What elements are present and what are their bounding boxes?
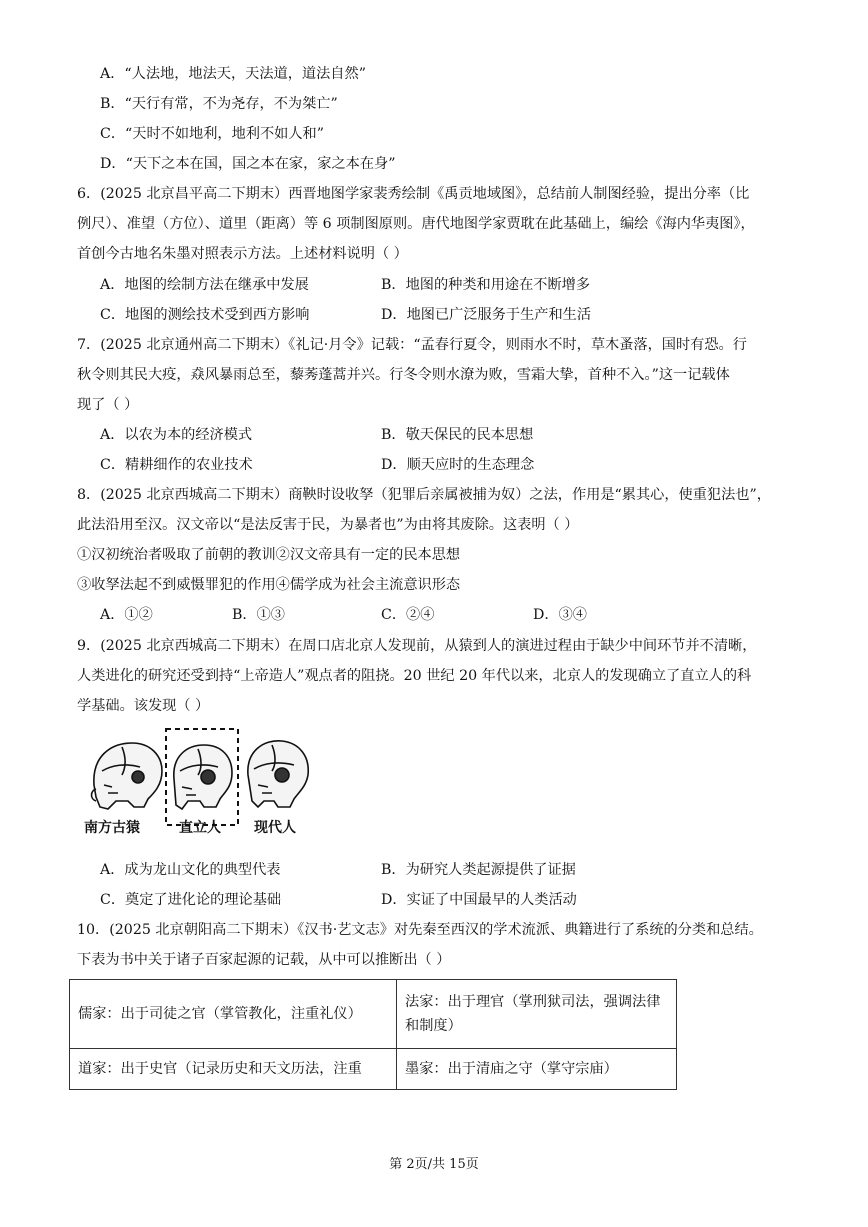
q9-option-d: D．实证了中国最早的人类活动: [381, 892, 577, 908]
table-cell-daoist: 道家：出于史官（记录历史和天文历法，注重: [70, 1049, 397, 1090]
q6-stem-line-3: 首创今古地名朱墨对照表示方法。上述材料说明（ ）: [77, 246, 408, 262]
q6-option-c: C．地图的测绘技术受到西方影响: [100, 307, 310, 323]
modern-human-skull-icon: [248, 741, 308, 807]
australopithecus-skull-icon: [92, 743, 163, 809]
q9-stem-line-2: 人类进化的研究还受到持“上帝造人”观点者的阻挠。20 世纪 20 年代以来，北京人的发现确立了直立人的科: [77, 668, 752, 684]
q7-stem-line-3: 现了（ ）: [77, 397, 139, 413]
q6-option-a: A．地图的绘制方法在继承中发展: [100, 277, 309, 293]
q7-option-c: C．精耕细作的农业技术: [100, 457, 253, 473]
q8-stem-line-2: 此法沿用至汉。汉文帝以“是法反害于民，为暴者也”为由将其废除。这表明（ ）: [77, 517, 579, 533]
q5-option-b: B．“天行有常，不为尧存，不为桀亡”: [100, 96, 338, 112]
q7-option-d: D．顺天应时的生态理念: [381, 457, 535, 473]
q5-option-d: D．“天下之本在国，国之本在家，家之本在身”: [100, 156, 396, 172]
label-homo-erectus: 直立人: [179, 820, 221, 836]
q7-stem-line-1: 7．(2025 北京通州高二下期末）《礼记·月令》记载：“孟春行夏令，则雨水不时，草木蚤落，国时有恐。行: [77, 337, 747, 353]
q7-option-a: A．以农为本的经济模式: [100, 427, 253, 443]
table-cell-confucian: 儒家：出于司徒之官（掌管教化，注重礼仪）: [70, 980, 397, 1049]
q9-option-b: B．为研究人类起源提供了证据: [381, 862, 576, 878]
schools-origin-table: [69, 979, 677, 1090]
q6-stem-line-1: 6．(2025 北京昌平高二下期末）西晋地图学家裴秀绘制《禹贡地域图》，总结前人制图经验，提出分率（比: [77, 186, 750, 202]
q7-stem-line-2: 秋令则其民大疫，猋风暴雨总至，藜莠蓬蒿并兴。行冬令则水潦为败，雪霜大挚，首种不入。”这一记载体: [77, 367, 730, 383]
q8-stem-line-1: 8．(2025 北京西城高二下期末）商鞅时设收孥（犯罪后亲属被捕为奴）之法，作用是“累其心，使重犯法也”，: [77, 487, 771, 503]
homo-erectus-skull-icon: [174, 745, 232, 809]
q6-stem-line-2: 例尺）、准望（方位）、道里（距离）等 6 项制图原则。唐代地图学家贾耽在此基础上，编绘《海内华夷图》，: [77, 216, 755, 232]
q6-option-b: B．地图的种类和用途在不断增多: [381, 277, 591, 293]
q5-option-a: A．“人法地，地法天，天法道，道法自然”: [100, 66, 366, 82]
q9-option-c: C．奠定了进化论的理论基础: [100, 892, 282, 908]
q7-option-b: B．敬天保民的民本思想: [381, 427, 534, 443]
q8-statement-line-2: ③收孥法起不到威慑罪犯的作用④儒学成为社会主流意识形态: [77, 577, 461, 593]
table-cell-mohist: 墨家：出于清庙之守（掌守宗庙）: [397, 1049, 677, 1090]
q8-statement-line-1: ①汉初统治者吸取了前朝的教训②汉文帝具有一定的民本思想: [77, 547, 461, 563]
q8-option-b: B．①③: [232, 607, 285, 623]
table-row: [70, 980, 677, 1049]
q8-option-d: D．③④: [533, 607, 587, 623]
q8-option-a: A．①②: [100, 607, 153, 623]
skull-evolution-figure: [82, 727, 314, 842]
table-cell-legalist: 法家：出于理官（掌刑狱司法，强调法律和制度）: [397, 980, 677, 1049]
label-modern-human: 现代人: [254, 820, 296, 836]
q9-option-a: A．成为龙山文化的典型代表: [100, 862, 281, 878]
label-australopithecus: 南方古猿: [84, 820, 140, 836]
table-row: [70, 1049, 677, 1090]
q6-option-d: D．地图已广泛服务于生产和生活: [381, 307, 592, 323]
q5-option-c: C．“天时不如地利，地利不如人和”: [100, 126, 324, 142]
q9-stem-line-3: 学基础。该发现（ ）: [77, 698, 210, 714]
q9-stem-line-1: 9．(2025 北京西城高二下期末）在周口店北京人发现前，从猿到人的演进过程由于缺少中间环节并不清晰，: [77, 638, 757, 654]
q10-stem-line-2: 下表为书中关于诸子百家起源的记载，从中可以推断出（ ）: [77, 952, 451, 968]
q8-option-c: C．②④: [381, 607, 435, 623]
q10-stem-line-1: 10．(2025 北京朝阳高二下期末）《汉书·艺文志》对先秦至西汉的学术流派、典籍进行了系统的分类和总结。: [77, 922, 763, 938]
page-footer: 第 2页/共 15页: [389, 1157, 479, 1172]
